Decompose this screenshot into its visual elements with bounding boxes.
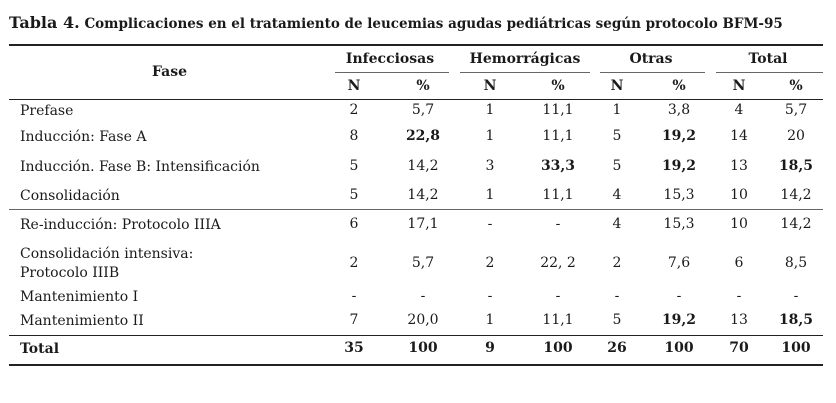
table-cell: 14,2	[407, 187, 439, 203]
table-cell: 1	[485, 312, 495, 328]
top-rule	[9, 44, 823, 46]
total-cell: 70	[729, 340, 749, 356]
table-cell: 20	[787, 128, 805, 144]
table-cell: 1	[485, 102, 495, 118]
subheader-pct: %	[672, 78, 686, 94]
table-cell: 14,2	[780, 216, 812, 232]
table-cell: 19,2	[661, 312, 697, 328]
subheader-n: N	[347, 78, 361, 94]
table-row	[0, 245, 836, 283]
table-cell: 2	[485, 255, 495, 271]
table-cell: -	[614, 288, 620, 304]
group-rule-total	[716, 72, 823, 73]
table-cell: 15,3	[663, 187, 695, 203]
row-label: Mantenimiento II	[20, 313, 144, 329]
subheader-pct: %	[789, 78, 803, 94]
table-cell: 4	[734, 102, 744, 118]
table-cell: 3	[485, 158, 495, 174]
table-cell: 11,1	[542, 128, 574, 144]
table-cell: 1	[485, 187, 495, 203]
table-cell: 2	[612, 255, 622, 271]
table-row	[0, 128, 836, 148]
table-cell: 5	[349, 158, 359, 174]
row-label: Inducción. Fase B: Intensificación	[20, 159, 260, 175]
table-cell: 7	[349, 312, 359, 328]
table-cell: -	[420, 288, 426, 304]
table-cell: 10	[730, 187, 748, 203]
table-cell: 20,0	[407, 312, 439, 328]
table-cell: 14	[730, 128, 748, 144]
table-cell: -	[736, 288, 742, 304]
table-cell: 13	[730, 312, 748, 328]
table-cell: 22, 2	[540, 255, 576, 271]
total-cell: 100	[664, 340, 694, 356]
row-label: Consolidación intensiva:	[20, 246, 194, 262]
header-otras: Otras	[629, 51, 673, 67]
table-cell: -	[555, 216, 561, 232]
table-cell: 18,5	[778, 312, 814, 328]
table-cell: 2	[349, 102, 359, 118]
table-cell: 2	[349, 255, 359, 271]
group-rule-infecciosas	[335, 72, 449, 73]
table-cell: 17,1	[407, 216, 439, 232]
total-top-rule	[9, 335, 823, 336]
table-cell: -	[487, 288, 493, 304]
table-cell: 4	[612, 187, 622, 203]
total-row	[0, 340, 836, 360]
table-cell: 5,7	[411, 255, 435, 271]
subheader-n: N	[732, 78, 746, 94]
table-cell: 5	[612, 128, 622, 144]
header-total: Total	[748, 51, 788, 67]
group-rule-otras	[600, 72, 705, 73]
table-cell: 5,7	[411, 102, 435, 118]
table-cell: -	[487, 216, 493, 232]
table-cell: 8,5	[784, 255, 808, 271]
table-caption: Complicaciones en el tratamiento de leucemias agudas pediátricas según protocolo BFM-95	[84, 16, 783, 32]
table-row	[0, 288, 836, 308]
table-row	[0, 102, 836, 122]
table-cell: 18,5	[778, 158, 814, 174]
subheader-row	[0, 78, 836, 98]
row-label: Consolidación	[20, 188, 120, 204]
table-cell: 14,2	[780, 187, 812, 203]
subheader-pct: %	[551, 78, 565, 94]
group-header-row	[0, 51, 836, 80]
total-cell: 100	[543, 340, 573, 356]
row-label: Mantenimiento I	[20, 289, 139, 305]
table-cell: 19,2	[661, 128, 697, 144]
total-cell: 9	[485, 340, 495, 356]
header-hemorragicas: Hemorrágicas	[469, 51, 581, 67]
header-fase: Fase	[152, 64, 188, 80]
table-number: Tabla 4.	[9, 13, 80, 32]
table-cell: 13	[730, 158, 748, 174]
row-label: Re-inducción: Protocolo IIIA	[20, 217, 221, 233]
table-cell: 5	[612, 158, 622, 174]
total-label: Total	[20, 341, 60, 357]
row-label: Inducción: Fase A	[20, 129, 147, 145]
table-cell: 5	[612, 312, 622, 328]
section-rule	[9, 209, 823, 210]
table-cell: 11,1	[542, 102, 574, 118]
table-cell: 1	[485, 128, 495, 144]
table-row	[0, 312, 836, 332]
table-row	[0, 187, 836, 207]
subheader-pct: %	[416, 78, 430, 94]
table-cell: -	[793, 288, 799, 304]
table-cell: -	[676, 288, 682, 304]
bottom-rule	[9, 364, 823, 366]
table-cell: 19,2	[661, 158, 697, 174]
total-cell: 35	[344, 340, 364, 356]
table-cell: 11,1	[542, 187, 574, 203]
row-label-line2: Protocolo IIIB	[20, 265, 120, 281]
table-cell: 6	[349, 216, 359, 232]
table-cell: 22,8	[405, 128, 441, 144]
table-cell: 33,3	[540, 158, 576, 174]
table-cell: -	[351, 288, 357, 304]
table-cell: 15,3	[663, 216, 695, 232]
table-cell: 10	[730, 216, 748, 232]
table-cell: 1	[612, 102, 622, 118]
total-cell: 100	[781, 340, 811, 356]
table-cell: 7,6	[667, 255, 691, 271]
subheader-n: N	[610, 78, 624, 94]
table-cell: 4	[612, 216, 622, 232]
total-cell: 26	[607, 340, 627, 356]
table-cell: 8	[349, 128, 359, 144]
subheader-n: N	[483, 78, 497, 94]
header-rule	[9, 99, 823, 100]
table-cell: 6	[734, 255, 744, 271]
table-row	[0, 158, 836, 178]
total-cell: 100	[408, 340, 438, 356]
table-cell: 3,8	[667, 102, 691, 118]
table-title	[9, 13, 783, 32]
table-cell: 11,1	[542, 312, 574, 328]
group-rule-hemorragicas	[460, 72, 590, 73]
table-cell: -	[555, 288, 561, 304]
table-cell: 5,7	[784, 102, 808, 118]
table-cell: 14,2	[407, 158, 439, 174]
header-infecciosas: Infecciosas	[345, 51, 435, 67]
table-cell: 5	[349, 187, 359, 203]
row-label: Prefase	[20, 103, 74, 119]
table-row	[0, 216, 836, 236]
